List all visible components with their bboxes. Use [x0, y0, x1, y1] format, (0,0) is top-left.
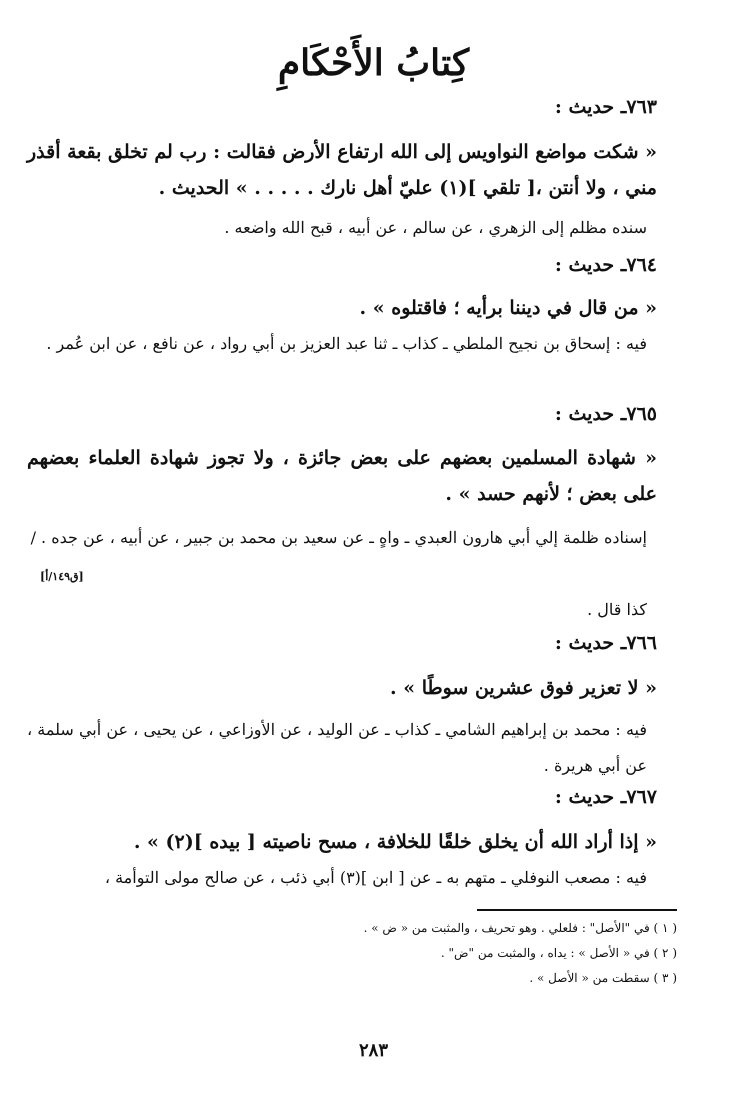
hadith-note-763: سنده مظلم إلى الزهري ، عن سالم ، عن أبيه ، قبح الله واضعه .	[224, 218, 647, 237]
hadith-note-767: فيه : مصعب النوفلي ـ متهم به ـ عن [ ابن ](٣) أبي ذئب ، عن صالح مولى التوأمة ،	[104, 868, 647, 887]
hadith-heading-763: ٧٦٣ـ حديث :	[554, 96, 657, 118]
hadith-text-767: « إذا أراد الله أن يخلق خلقًا للخلافة ، مسح ناصيته [ بيده ](٢) » .	[133, 831, 657, 853]
hadith-note-765-remark: كذا قال .	[587, 600, 647, 619]
hadith-heading-766: ٧٦٦ـ حديث :	[554, 632, 657, 654]
footnotes	[57, 916, 677, 991]
hadith-note-765: إسناده ظلمة إلي أبي هارون العبدي ـ واهٍ ـ عن سعيد بن محمد بن جبير ، عن أبيه ، عن جده . /	[30, 528, 647, 547]
hadith-text-766: « لا تعزير فوق عشرين سوطًا » .	[389, 677, 657, 699]
hadith-text-763: « شكت مواضع النواويس إلى الله ارتفاع الأرض فقالت : رب لم تخلق بقعة أقذر مني ، ولا أنتن ،[ تلقي ](١) عليّ أهل نارك . . . . . » الحديث .	[27, 141, 657, 199]
chapter-title: كِتابُ الأَحْكَامِ	[277, 42, 470, 84]
footnote-1: ( ١ ) في "الأصل" : فلعلي . وهو تحريف ، والمثبت من « ض » .	[363, 921, 677, 935]
footnote-3: ( ٣ ) سقطت من « الأصل » .	[529, 971, 677, 985]
footnote-2: ( ٢ ) في « الأصل » : يداه ، والمثبت من "ض" .	[440, 946, 677, 960]
page-number: ٢٨٣	[358, 1040, 388, 1061]
manuscript-folio-ref: [ق١٤٩/أ]	[40, 570, 84, 583]
hadith-heading-765: ٧٦٥ـ حديث :	[554, 403, 657, 425]
hadith-note-766: فيه : محمد بن إبراهيم الشامي ـ كذاب ـ عن الوليد ، عن الأوزاعي ، عن يحيى ، عن أبي سلمة ، عن أبي هريرة .	[27, 720, 647, 775]
hadith-text-764: « من قال في ديننا برأيه ؛ فاقتلوه » .	[359, 297, 657, 319]
footnote-separator	[477, 909, 677, 911]
hadith-note-764: فيه : إسحاق بن نجيح الملطي ـ كذاب ـ ثنا عبد العزيز بن أبي رواد ، عن نافع ، عن ابن عُمر .	[46, 334, 647, 353]
hadith-text-765: « شهادة المسلمين بعضهم على بعض جائزة ، ولا تجوز شهادة العلماء بعضهم على بعض ؛ لأنهم حسد » .	[27, 447, 657, 505]
hadith-heading-767: ٧٦٧ـ حديث :	[554, 786, 657, 808]
hadith-heading-764: ٧٦٤ـ حديث :	[554, 254, 657, 276]
